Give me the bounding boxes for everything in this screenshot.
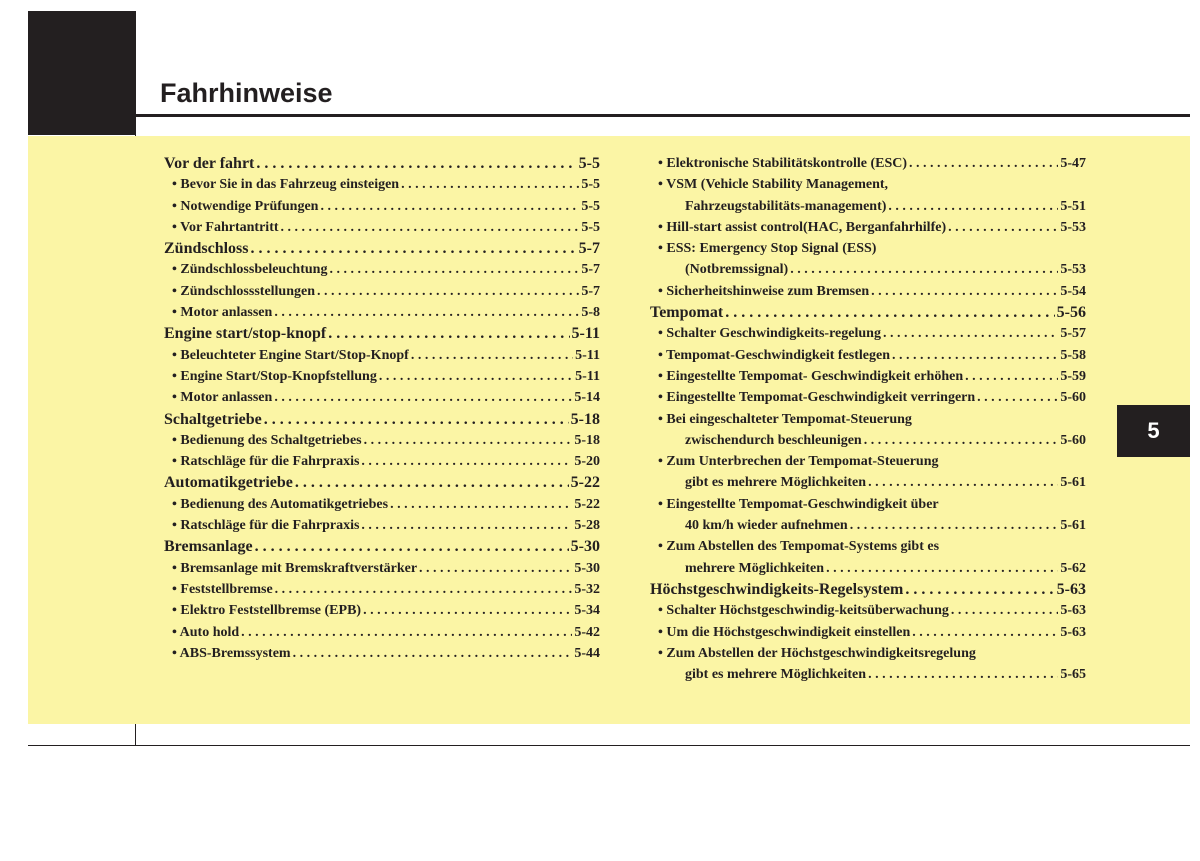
toc-entry-line[interactable]: • Zum Abstellen des Tempomat-Systems gibt es <box>658 539 940 555</box>
toc-entry[interactable]: • Eingestellte Tempomat-Geschwindigkeit verringern . . . 5-60 <box>650 387 1086 408</box>
toc-entry[interactable]: • Feststellbremse . . . 5-32 <box>164 579 600 600</box>
toc-section[interactable]: Zündschloss . . . 5-7 <box>164 238 600 259</box>
chapter-header-block <box>28 11 136 135</box>
toc-section[interactable]: Engine start/stop-knopf . . . 5-11 <box>164 323 600 344</box>
toc-entry[interactable]: • Beleuchteter Engine Start/Stop-Knopf . . . 5-11 <box>164 345 600 366</box>
toc-entry[interactable]: • Bedienung des Schaltgetriebes . . . 5-18 <box>164 430 600 451</box>
page-title: Fahrhinweise <box>160 78 333 108</box>
toc-entry[interactable]: • Vor Fahrtantritt . . . 5-5 <box>164 217 600 238</box>
toc-section[interactable]: Vor der fahrt . . . 5-5 <box>164 153 600 174</box>
toc-entry[interactable]: • Schalter Höchstgeschwindig-keitsüberwachung . . . 5-63 <box>650 600 1086 621</box>
toc-entry[interactable]: mehrere Möglichkeiten . . . 5-62 <box>650 558 1086 579</box>
toc-section[interactable]: Schaltgetriebe . . . 5-18 <box>164 409 600 430</box>
toc-entry[interactable]: zwischendurch beschleunigen . . . 5-60 <box>650 430 1086 451</box>
toc-entry-line[interactable]: • VSM (Vehicle Stability Management, <box>658 177 889 193</box>
bottom-rule <box>28 745 1190 746</box>
toc-entry[interactable]: • Tempomat-Geschwindigkeit festlegen . . . 5-58 <box>650 345 1086 366</box>
toc-entry-line[interactable]: • Zum Unterbrechen der Tempomat-Steuerung <box>658 454 939 470</box>
toc-entry[interactable]: • Sicherheitshinweise zum Bremsen . . . 5-54 <box>650 281 1086 302</box>
toc-entry[interactable]: • Ratschläge für die Fahrpraxis . . . 5-20 <box>164 451 600 472</box>
toc-right-column <box>650 153 1086 685</box>
toc-entry[interactable]: • Bevor Sie in das Fahrzeug einsteigen . . . 5-5 <box>164 174 600 195</box>
toc-section[interactable]: Höchstgeschwindigkeits-Regelsystem . . . 5-63 <box>650 579 1086 600</box>
toc-entry[interactable]: 40 km/h wieder aufnehmen . . . 5-61 <box>650 515 1086 536</box>
toc-entry[interactable]: • ABS-Bremssystem . . . 5-44 <box>164 643 600 664</box>
toc-entry[interactable]: • Eingestellte Tempomat- Geschwindigkeit erhöhen . . . 5-59 <box>650 366 1086 387</box>
toc-entry[interactable]: • Motor anlassen . . . 5-8 <box>164 302 600 323</box>
toc-entry[interactable]: Fahrzeugstabilitäts-management) . . . 5-51 <box>650 196 1086 217</box>
toc-entry[interactable]: • Engine Start/Stop-Knopfstellung . . . 5-11 <box>164 366 600 387</box>
chapter-tab[interactable]: 5 <box>1117 405 1190 457</box>
toc-left-column <box>164 153 600 664</box>
toc-entry[interactable]: • Elektro Feststellbremse (EPB) . . . 5-34 <box>164 600 600 621</box>
toc-section[interactable]: Tempomat . . . 5-56 <box>650 302 1086 323</box>
toc-entry-line[interactable]: • Bei eingeschalteter Tempomat-Steuerung <box>658 411 912 427</box>
toc-entry-line[interactable]: • Eingestellte Tempomat-Geschwindigkeit über <box>658 496 939 512</box>
title-underline <box>136 114 1190 117</box>
toc-entry[interactable]: (Notbremssignal) . . . 5-53 <box>650 259 1086 280</box>
toc-entry[interactable]: • Zündschlossstellungen . . . 5-7 <box>164 281 600 302</box>
toc-entry[interactable]: gibt es mehrere Möglichkeiten . . . 5-61 <box>650 472 1086 493</box>
toc-entry[interactable]: • Motor anlassen . . . 5-14 <box>164 387 600 408</box>
toc-entry-line[interactable]: • Zum Abstellen der Höchstgeschwindigkeitsregelung <box>658 645 976 661</box>
toc-entry[interactable]: • Bremsanlage mit Bremskraftverstärker . . . 5-30 <box>164 558 600 579</box>
toc-section[interactable]: Bremsanlage . . . 5-30 <box>164 536 600 557</box>
toc-entry[interactable]: • Elektronische Stabilitätskontrolle (ESC) . . . 5-47 <box>650 153 1086 174</box>
toc-entry-line[interactable]: • ESS: Emergency Stop Signal (ESS) <box>658 241 877 257</box>
toc-entry[interactable]: • Zündschlossbeleuchtung . . . 5-7 <box>164 259 600 280</box>
toc-entry[interactable]: • Notwendige Prüfungen . . . 5-5 <box>164 196 600 217</box>
toc-entry[interactable]: • Um die Höchstgeschwindigkeit einstellen . . . 5-63 <box>650 622 1086 643</box>
toc-entry[interactable]: gibt es mehrere Möglichkeiten . . . 5-65 <box>650 664 1086 685</box>
toc-entry[interactable]: • Bedienung des Automatikgetriebes . . . 5-22 <box>164 494 600 515</box>
toc-entry[interactable]: • Ratschläge für die Fahrpraxis . . . 5-28 <box>164 515 600 536</box>
toc-section[interactable]: Automatikgetriebe . . . 5-22 <box>164 472 600 493</box>
toc-entry[interactable]: • Hill-start assist control(HAC, Berganfahrhilfe) . . . 5-53 <box>650 217 1086 238</box>
toc-entry[interactable]: • Schalter Geschwindigkeits-regelung . . . 5-57 <box>650 323 1086 344</box>
toc-entry[interactable]: • Auto hold . . . 5-42 <box>164 622 600 643</box>
